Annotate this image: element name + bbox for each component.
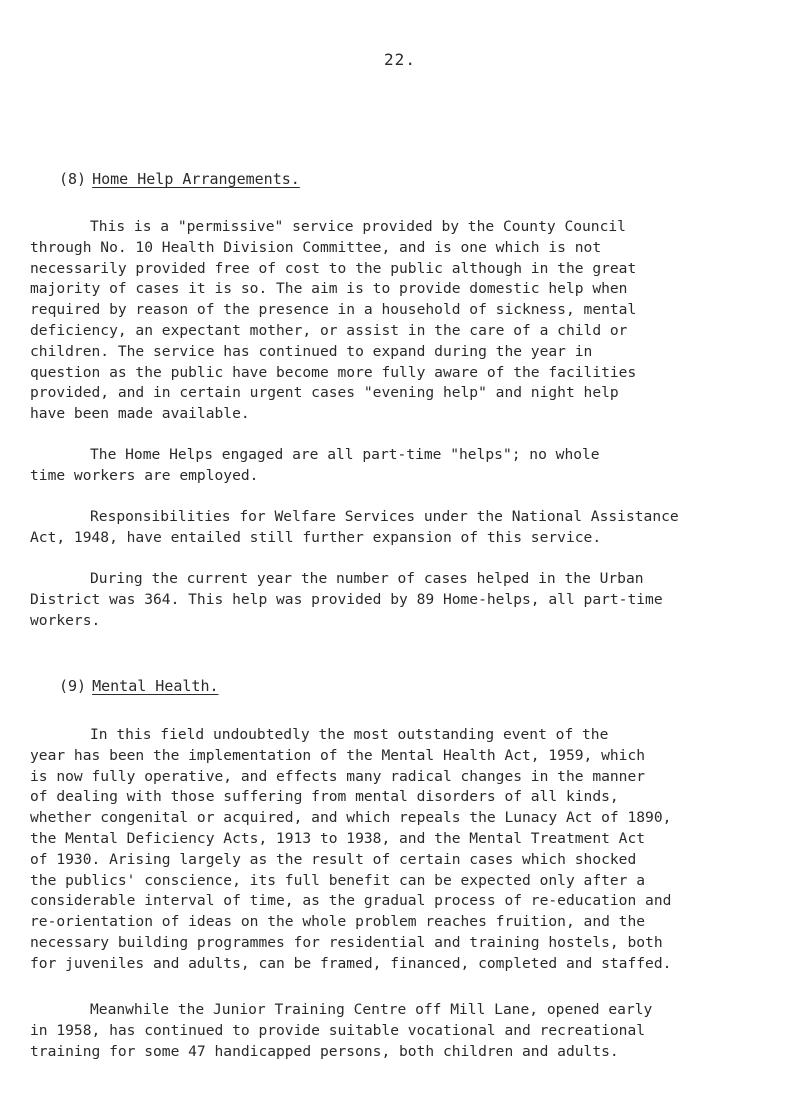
text-line: provided, and in certain urgent cases "evening help" and night help: [30, 384, 619, 402]
text-line: year has been the implementation of the Mental Health Act, 1959, which: [30, 746, 646, 764]
text-line: time workers are employed.: [30, 466, 259, 484]
paragraph-mental-health-act: [30, 725, 775, 975]
text-line: whether congenital or acquired, and which repeals the Lunacy Act of 1890,: [30, 809, 672, 827]
text-line: necessary building programmes for residential and training hostels, both: [30, 933, 663, 951]
text-line: In this field undoubtedly the most outstanding event of the: [90, 726, 609, 743]
page-number: 22.: [384, 50, 416, 69]
text-line: is now fully operative, and effects many radical changes in the manner: [30, 767, 646, 785]
text-line: District was 364. This help was provided by 89 Home-helps, all part-time: [30, 590, 663, 608]
paragraph-cases-helped: [30, 569, 775, 631]
text-line: required by reason of the presence in a household of sickness, mental: [30, 301, 637, 319]
paragraph-junior-training-centre: [30, 1000, 775, 1062]
text-line: deficiency, an expectant mother, or assist in the care of a child or: [30, 321, 628, 339]
section-heading-home-help: [59, 170, 300, 188]
paragraph-home-help-intro: [30, 217, 775, 425]
text-line: the Mental Deficiency Acts, 1913 to 1938, and the Mental Treatment Act: [30, 829, 646, 847]
text-line: Meanwhile the Junior Training Centre off Mill Lane, opened early: [90, 1001, 653, 1018]
text-line: through No. 10 Health Division Committee, and is one which is not: [30, 238, 602, 256]
text-line: During the current year the number of cases helped in the Urban: [90, 570, 644, 587]
text-line: of dealing with those suffering from mental disorders of all kinds,: [30, 788, 619, 806]
text-line: the publics' conscience, its full benefit can be expected only after a: [30, 871, 646, 889]
text-line: majority of cases it is so. The aim is to provide domestic help when: [30, 280, 628, 298]
text-line: re-orientation of ideas on the whole problem reaches fruition, and the: [30, 913, 646, 931]
text-line: children. The service has continued to expand during the year in: [30, 342, 593, 360]
section-title: Home Help Arrangements.: [92, 170, 300, 188]
text-line: training for some 47 handicapped persons, both children and adults.: [30, 1042, 619, 1060]
text-line: necessarily provided free of cost to the public although in the great: [30, 259, 637, 277]
text-line: The Home Helps engaged are all part-time "helps"; no whole: [90, 446, 600, 463]
section-number: (8): [59, 170, 87, 188]
text-line: in 1958, has continued to provide suitable vocational and recreational: [30, 1021, 646, 1039]
text-line: considerable interval of time, as the gradual process of re-education and: [30, 892, 672, 910]
paragraph-welfare-services: [30, 507, 775, 549]
text-line: of 1930. Arising largely as the result of certain cases which shocked: [30, 850, 637, 868]
text-line: for juveniles and adults, can be framed, financed, completed and staffed.: [30, 954, 672, 972]
text-line: Act, 1948, have entailed still further expansion of this service.: [30, 528, 602, 546]
text-line: question as the public have become more fully aware of the facilities: [30, 363, 637, 381]
text-line: This is a "permissive" service provided by the County Council: [90, 218, 626, 235]
text-line: have been made available.: [30, 405, 250, 423]
section-heading-mental-health: [59, 677, 219, 695]
section-title: Mental Health.: [92, 677, 219, 695]
paragraph-part-time-helps: [30, 445, 775, 487]
text-line: Responsibilities for Welfare Services under the National Assistance: [90, 508, 679, 525]
text-line: workers.: [30, 611, 101, 629]
section-number: (9): [59, 677, 87, 695]
